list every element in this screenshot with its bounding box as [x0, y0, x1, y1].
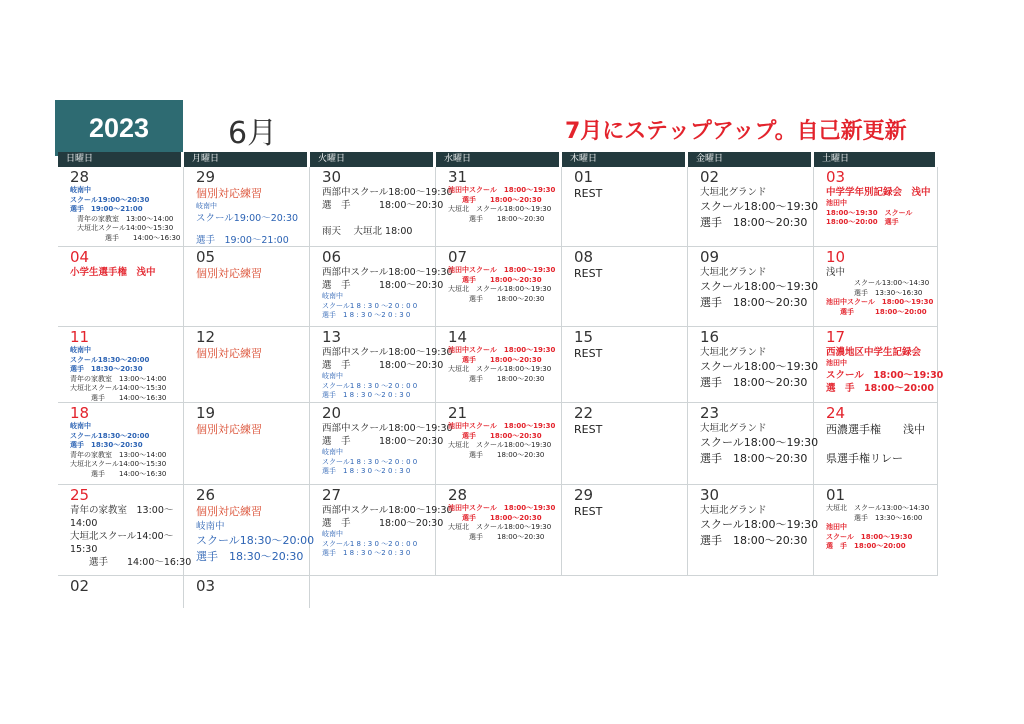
- schedule-line: 中学学年別記録会 浅中: [826, 187, 931, 198]
- schedule-line: 選手 18:00～20:30: [448, 374, 545, 383]
- schedule-line: 選手 19:00～21:00: [196, 235, 289, 246]
- schedule-line: 大垣北スクール14:00～15:30: [70, 224, 174, 232]
- day-number: 12: [196, 328, 216, 346]
- schedule-line: 西部中スクール18:00～19:30: [322, 267, 453, 278]
- schedule-line: 大垣北 スクール18:00～19:30: [448, 285, 552, 293]
- schedule-line: [322, 212, 435, 225]
- day-number: 09: [700, 248, 720, 266]
- schedule-line: 個別対応練習: [196, 423, 262, 436]
- weekday-header: 日曜日: [58, 152, 184, 167]
- day-cell: [184, 485, 315, 576]
- day-number: 26: [196, 486, 216, 504]
- day-cell: [184, 403, 310, 485]
- schedule-line: 選手 18:00～20:30: [448, 275, 542, 284]
- day-cell: [814, 327, 944, 403]
- calendar-grid: [58, 152, 944, 608]
- schedule-line: 選手 18:00～20:30: [448, 513, 542, 522]
- schedule-line: スクール18:00～19:30: [700, 518, 819, 531]
- schedule-line: 18:00～20:00 選手: [826, 218, 899, 226]
- schedule-line: 選手 18:00～20:30: [448, 355, 542, 364]
- schedule-line: スクール18:00～19:30: [700, 280, 819, 293]
- schedule-line: REST: [574, 187, 603, 200]
- schedule-line: [196, 225, 309, 235]
- schedule-line: 岐南中: [70, 186, 91, 194]
- day-number: 23: [700, 404, 720, 422]
- day-cell: [436, 576, 562, 608]
- weekday-header: 土曜日: [814, 152, 938, 167]
- schedule-line: 14:00: [70, 518, 98, 529]
- day-number: 01: [826, 486, 846, 504]
- schedule-line: 選手 14:00～16:30: [70, 393, 167, 402]
- weekday-header: 木曜日: [562, 152, 688, 167]
- day-number: 18: [70, 404, 90, 422]
- day-cell: [310, 485, 453, 576]
- schedule-line: 選手 18:00～20:30: [448, 195, 542, 204]
- schedule-line: 池田中: [826, 199, 847, 207]
- schedule-line: 池田中スクール 18:00～19:30: [448, 422, 556, 430]
- schedule-line: 選手 18:00～20:30: [700, 216, 808, 229]
- day-cell: [436, 167, 562, 247]
- schedule-line: 選手 18:00～20:30: [448, 532, 545, 541]
- schedule-line: 選手 1 8 : 3 0 ～2 0 : 3 0: [322, 549, 411, 557]
- schedule-line: 選手 18:30～20:30: [196, 550, 304, 563]
- day-number: 13: [322, 328, 342, 346]
- day-cell: [58, 327, 184, 403]
- schedule-line: 選手 14:00～16:30: [70, 557, 192, 568]
- schedule-line: スクール 18:00～19:30: [826, 532, 913, 541]
- day-number: 03: [826, 168, 846, 186]
- day-number: 30: [700, 486, 720, 504]
- day-number: 08: [574, 248, 594, 266]
- schedule-line: [826, 438, 937, 451]
- schedule-line: REST: [574, 267, 603, 280]
- schedule-line: 選手 14:00～16:30: [70, 233, 181, 242]
- schedule-line: 池田中スクール 18:00～19:30: [448, 504, 556, 512]
- schedule-line: 選手 18:00～20:30: [700, 376, 808, 389]
- day-cell: [688, 485, 819, 576]
- day-cell: [58, 576, 184, 608]
- day-number: 07: [448, 248, 468, 266]
- day-number: 16: [700, 328, 720, 346]
- schedule-line: 選手 18:00～20:30: [448, 431, 542, 440]
- day-number: 29: [574, 486, 594, 504]
- day-number: 14: [448, 328, 468, 346]
- schedule-line: 選手 18:00～20:00: [826, 307, 927, 316]
- weekday-header: 月曜日: [184, 152, 310, 167]
- schedule-line: 選手 1 8 : 3 0 ～2 0 : 3 0: [322, 311, 411, 319]
- schedule-line: 大垣北スクール14:00～15:30: [70, 460, 167, 468]
- schedule-line: 西濃選手権 浅中: [826, 423, 925, 436]
- day-number: 11: [70, 328, 90, 346]
- day-cell: [310, 403, 453, 485]
- schedule-line: 選手 18:00～20:30: [700, 296, 808, 309]
- schedule-line: 池田中: [826, 523, 847, 531]
- schedule-line: 大垣北グランド: [700, 347, 767, 358]
- day-number: 01: [574, 168, 594, 186]
- schedule-line: REST: [574, 423, 603, 436]
- day-number: 03: [196, 577, 216, 595]
- day-number: 22: [574, 404, 594, 422]
- day-cell: [436, 247, 562, 327]
- day-cell: [688, 247, 819, 327]
- schedule-line: 大垣北スクール14:00～15:30: [70, 384, 167, 392]
- schedule-line: 大垣北 スクール13:00～14:30: [826, 504, 930, 512]
- schedule-line: スクール1 8 : 3 0 ～2 0 : 0 0: [322, 381, 418, 390]
- schedule-line: スクール18:00～19:30: [700, 360, 819, 373]
- schedule-line: 選 手 18:00～20:30: [322, 436, 444, 447]
- day-cell: [436, 485, 562, 576]
- schedule-line: 選 手 18:00～20:00: [826, 542, 906, 550]
- schedule-line: 選手 18:00～20:30: [448, 214, 545, 223]
- schedule-line: 雨天 大垣北 18:00: [322, 226, 413, 237]
- day-number: 04: [70, 248, 90, 266]
- schedule-line: 選 手 18:00～20:30: [322, 360, 444, 371]
- schedule-line: 大垣北グランド: [700, 187, 767, 198]
- day-cell: [58, 403, 184, 485]
- day-cell: [688, 167, 819, 247]
- schedule-line: 大垣北 スクール18:00～19:30: [448, 205, 552, 213]
- schedule-line: 池田中スクール 18:00～19:30: [826, 298, 934, 306]
- schedule-line: 岐南中: [322, 292, 343, 300]
- day-number: 29: [196, 168, 216, 186]
- day-cell: [184, 247, 310, 327]
- day-number: 20: [322, 404, 342, 422]
- schedule-line: 池田中: [826, 359, 847, 367]
- schedule-line: 青年の家教室 13:00～14:00: [70, 214, 174, 223]
- day-cell: [688, 327, 819, 403]
- day-number: 30: [322, 168, 342, 186]
- day-number: 10: [826, 248, 846, 266]
- schedule-line: 15:30: [70, 544, 98, 555]
- schedule-line: 西部中スクール18:00～19:30: [322, 347, 453, 358]
- day-cell: [436, 327, 562, 403]
- schedule-line: 池田中スクール 18:00～19:30: [448, 186, 556, 194]
- schedule-line: 池田中スクール 18:00～19:30: [448, 266, 556, 274]
- schedule-line: スクール 18:00～19:30: [826, 369, 944, 381]
- slogan: 7月にステップアップ。自己新更新: [565, 119, 907, 144]
- schedule-line: 選手 18:00～20:30: [700, 534, 808, 547]
- day-number: 15: [574, 328, 594, 346]
- schedule-line: 大垣北 スクール18:00～19:30: [448, 365, 552, 373]
- day-number: 02: [70, 577, 90, 595]
- schedule-line: 選手 18:00～20:30: [700, 452, 808, 465]
- schedule-line: 選手 14:00～16:30: [70, 469, 167, 478]
- schedule-line: 大垣北スクール14:00～: [70, 531, 174, 542]
- schedule-line: スクール18:00～19:30: [700, 200, 819, 213]
- weekday-header: 火曜日: [310, 152, 436, 167]
- day-number: 19: [196, 404, 216, 422]
- day-number: 28: [448, 486, 468, 504]
- schedule-line: スクール1 8 : 3 0 ～2 0 : 0 0: [322, 457, 418, 466]
- schedule-line: 選 手 18:00～20:30: [322, 518, 444, 529]
- schedule-line: スクール1 8 : 3 0 ～2 0 : 0 0: [322, 301, 418, 310]
- schedule-line: 大垣北グランド: [700, 267, 767, 278]
- schedule-line: スクール18:30～20:00: [70, 431, 150, 440]
- day-cell: [310, 247, 453, 327]
- day-number: 02: [700, 168, 720, 186]
- schedule-line: 青年の家教室 13:00～: [70, 505, 174, 516]
- schedule-line: スクール1 8 : 3 0 ～2 0 : 0 0: [322, 539, 418, 548]
- schedule-line: 個別対応練習: [196, 267, 262, 280]
- day-cell: [310, 327, 453, 403]
- day-number: 25: [70, 486, 90, 504]
- day-cell: [58, 247, 184, 327]
- day-cell: [562, 403, 688, 485]
- schedule-line: スクール18:30～20:00: [70, 355, 150, 364]
- schedule-line: 岐南中: [196, 521, 225, 532]
- day-cell: [688, 576, 814, 608]
- schedule-line: 青年の家教室 13:00～14:00: [70, 374, 167, 383]
- schedule-line: 西濃地区中学生記録会: [826, 347, 922, 358]
- schedule-line: 西部中スクール18:00～19:30: [322, 423, 453, 434]
- day-cell: [814, 247, 938, 327]
- schedule-line: 選手 18:30～20:30: [70, 441, 143, 449]
- day-number: 28: [70, 168, 90, 186]
- schedule-line: 大垣北グランド: [700, 423, 767, 434]
- schedule-line: 西部中スクール18:00～19:30: [322, 505, 453, 516]
- day-cell: [814, 576, 938, 608]
- year-badge: 2023: [55, 100, 183, 156]
- schedule-line: 浅中: [826, 267, 846, 278]
- day-number: 21: [448, 404, 468, 422]
- schedule-line: 小学生選手権 浅中: [70, 267, 156, 278]
- schedule-line: 18:00～19:30 スクール: [826, 208, 913, 217]
- schedule-line: 県選手権リレー: [826, 452, 903, 465]
- schedule-line: REST: [574, 347, 603, 360]
- schedule-line: REST: [574, 505, 603, 518]
- day-cell: [814, 167, 938, 247]
- schedule-line: 岐南中: [322, 530, 343, 538]
- schedule-line: 選手 19:00～21:00: [70, 205, 143, 213]
- schedule-line: スクール19:00～20:30: [196, 212, 299, 224]
- schedule-line: スクール18:30～20:00: [196, 534, 315, 547]
- day-cell: [562, 327, 688, 403]
- schedule-line: 岐南中: [322, 372, 343, 380]
- schedule-line: 選 手 18:00～20:00: [826, 382, 934, 394]
- day-cell: [184, 327, 310, 403]
- weekday-header: 金曜日: [688, 152, 814, 167]
- schedule-line: 選手 18:00～20:30: [448, 294, 545, 303]
- day-number: 24: [826, 404, 846, 422]
- day-cell: [814, 485, 938, 576]
- day-cell: [562, 247, 688, 327]
- schedule-line: 大垣北 スクール18:00～19:30: [448, 523, 552, 531]
- day-cell: [310, 576, 436, 608]
- schedule-line: 大垣北グランド: [700, 505, 767, 516]
- day-cell: [184, 167, 310, 247]
- day-cell: [58, 485, 192, 576]
- schedule-line: 岐南中: [70, 422, 91, 430]
- day-cell: [688, 403, 819, 485]
- day-cell: [58, 167, 184, 247]
- schedule-line: 岐南中: [196, 202, 217, 210]
- day-cell: [184, 576, 310, 608]
- schedule-line: 岐南中: [322, 448, 343, 456]
- schedule-line: スクール18:00～19:30: [700, 436, 819, 449]
- day-cell: [310, 167, 453, 247]
- schedule-line: 青年の家教室 13:00～14:00: [70, 450, 167, 459]
- schedule-line: 大垣北 スクール18:00～19:30: [448, 441, 552, 449]
- schedule-line: 個別対応練習: [196, 187, 262, 200]
- schedule-line: 選手 18:30～20:30: [70, 365, 143, 373]
- schedule-line: スクール13:00～14:30: [826, 279, 930, 287]
- day-number: 17: [826, 328, 846, 346]
- schedule-line: 選 手 18:00～20:30: [322, 280, 444, 291]
- schedule-line: 岐南中: [70, 346, 91, 354]
- day-cell: [562, 485, 688, 576]
- month-title: 6月: [228, 116, 278, 151]
- day-number: 05: [196, 248, 216, 266]
- schedule-line: 個別対応練習: [196, 347, 262, 360]
- schedule-line: 選手 1 8 : 3 0 ～2 0 : 3 0: [322, 391, 411, 399]
- schedule-line: 個別対応練習: [196, 505, 262, 518]
- day-number: 06: [322, 248, 342, 266]
- day-number: 31: [448, 168, 468, 186]
- schedule-line: 池田中スクール 18:00～19:30: [448, 346, 556, 354]
- day-cell: [436, 403, 562, 485]
- schedule-line: 選手 13:30～16:30: [826, 288, 923, 297]
- schedule-line: スクール19:00～20:30: [70, 195, 150, 204]
- weekday-header: 水曜日: [436, 152, 562, 167]
- day-number: 27: [322, 486, 342, 504]
- day-cell: [814, 403, 938, 485]
- schedule-line: 選手 18:00～20:30: [448, 450, 545, 459]
- schedule-line: 西部中スクール18:00～19:30: [322, 187, 453, 198]
- day-cell: [562, 167, 688, 247]
- schedule-line: 選手 1 8 : 3 0 ～2 0 : 3 0: [322, 467, 411, 475]
- schedule-line: 選手 13:30～16:00: [826, 513, 923, 522]
- day-cell: [562, 576, 688, 608]
- schedule-line: 選 手 18:00～20:30: [322, 200, 444, 211]
